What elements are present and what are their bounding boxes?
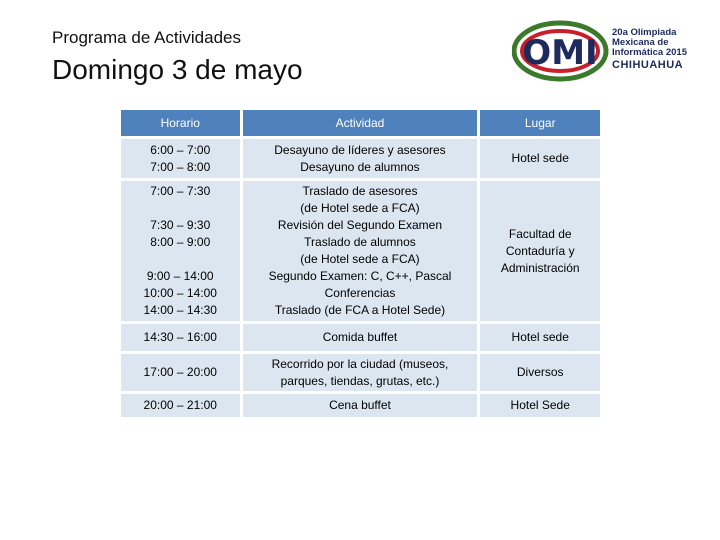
activity-line: Traslado (de FCA a Hotel Sede) — [274, 303, 446, 317]
cell-horario: 14:30 – 16:00 — [121, 323, 241, 353]
activity-line: parques, tiendas, grutas, etc.) — [280, 373, 440, 388]
time-line: 8:00 – 9:00 — [150, 235, 211, 249]
logo-line-2: Mexicana de — [612, 37, 669, 48]
cell-horario — [121, 180, 241, 323]
table-row — [121, 138, 600, 180]
activity-line: (de Hotel sede a FCA) — [300, 201, 420, 215]
time-line: 6:00 – 7:00 — [150, 142, 211, 157]
header-lugar: Lugar — [479, 110, 600, 138]
table-row — [121, 353, 600, 393]
activity-line: Traslado de alumnos — [304, 235, 416, 249]
place-line: Administración — [500, 260, 580, 275]
table-row — [121, 180, 600, 323]
cell-actividad: Comida buffet — [241, 323, 479, 353]
cell-horario: 20:00 – 21:00 — [121, 393, 241, 419]
time-line: 7:30 – 9:30 — [150, 218, 211, 232]
activity-line: Traslado de asesores — [302, 184, 418, 198]
time-line: 10:00 – 14:00 — [143, 286, 217, 300]
place-line: Facultad de — [508, 226, 572, 241]
place-line: Contaduría y — [505, 243, 575, 258]
cell-lugar — [479, 180, 600, 323]
time-line: 7:00 – 7:30 — [150, 184, 211, 198]
logo-line-1: 20a Olimpiada — [612, 27, 677, 38]
logo-line-4: CHIHUAHUA — [612, 59, 684, 71]
activity-line: Desayuno de alumnos — [300, 159, 420, 174]
logo-mark: OMI — [522, 33, 598, 73]
header-horario: Horario — [121, 110, 241, 138]
cell-lugar: Hotel Sede — [479, 393, 600, 419]
time-line: 7:00 – 8:00 — [150, 159, 211, 174]
cell-horario: 17:00 – 20:00 — [121, 353, 241, 393]
activity-line: Recorrido por la ciudad (museos, — [271, 356, 449, 371]
slide-subtitle: Programa de Actividades — [52, 28, 241, 47]
cell-lugar: Hotel sede — [479, 138, 600, 180]
cell-lugar: Hotel sede — [479, 323, 600, 353]
cell-lugar: Diversos — [479, 353, 600, 393]
cell-actividad — [241, 353, 479, 393]
activity-line: Segundo Examen: C, C++, Pascal — [268, 269, 452, 283]
time-line: 14:00 – 14:30 — [143, 303, 217, 317]
cell-actividad: Cena buffet — [241, 393, 479, 419]
table-header-row — [121, 110, 600, 138]
time-line: 9:00 – 14:00 — [146, 269, 214, 283]
cell-actividad — [241, 180, 479, 323]
activity-line: Revisión del Segundo Examen — [277, 218, 443, 232]
table-row — [121, 393, 600, 419]
table-row — [121, 323, 600, 353]
activity-line: Desayuno de líderes y asesores — [274, 142, 446, 157]
slide-title: Domingo 3 de mayo — [52, 54, 303, 85]
cell-horario — [121, 138, 241, 180]
schedule-table — [121, 110, 600, 420]
logo-line-3: Informática 2015 — [612, 47, 687, 58]
activity-line: Conferencias — [324, 286, 396, 300]
header-actividad: Actividad — [241, 110, 479, 138]
cell-actividad — [241, 138, 479, 180]
logo-text — [612, 28, 706, 70]
activity-line: (de Hotel sede a FCA) — [300, 252, 420, 266]
